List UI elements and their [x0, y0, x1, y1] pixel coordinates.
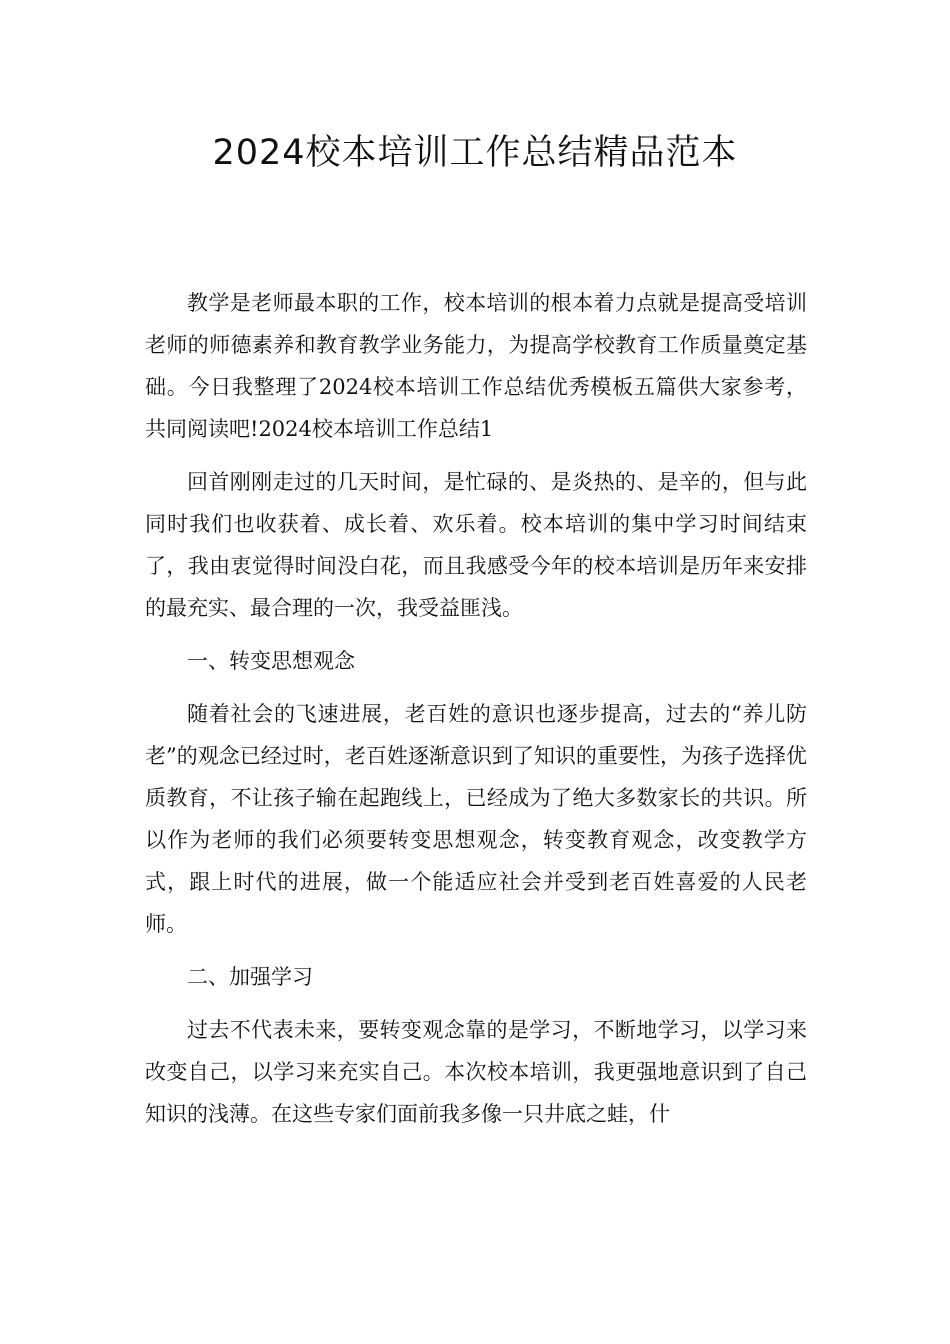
section-heading-2: 二、加强学习: [187, 965, 313, 989]
section-heading-1: 一、转变思想观念: [187, 649, 355, 673]
document-body: [145, 282, 807, 1146]
paragraph-intro: 教学是老师最本职的工作，校本培训的根本着力点就是提高受培训老师的师德素养和教育教学业务能力，为提高学校教育工作质量奠定基础。今日我整理了2024校本培训工作总结优秀模板五篇供大家参考，共同阅读吧!2024校本培训工作总结1: [145, 291, 807, 441]
paragraph-section-2: 过去不代表未来，要转变观念靠的是学习，不断地学习，以学习来改变自己，以学习来充实自己。本次校本培训，我更强地意识到了自己知识的浅薄。在这些专家们面前我多像一只井底之蛙，什: [145, 1018, 807, 1126]
paragraph-reflection: 回首刚刚走过的几天时间，是忙碌的、是炎热的、是辛的，但与此同时我们也收获着、成长着、欢乐着。校本培训的集中学习时间结束了，我由衷觉得时间没白花，而且我感受今年的校本培训是历年来安排的最充实、最合理的一次，我受益匪浅。: [145, 470, 807, 620]
paragraph-section-1: 随着社会的飞速进展，老百姓的意识也逐步提高，过去的“养儿防老”的观念已经过时，老百姓逐渐意识到了知识的重要性，为孩子选择优质教育，不让孩子输在起跑线上，已经成为了绝大多数家长的共识。所以作为老师的我们必须要转变思想观念，转变教育观念，改变教学方式，跟上时代的进展，做一个能适应社会并受到老百姓喜爱的人民老师。: [145, 702, 807, 936]
document-title: 2024校本培训工作总结精品范本: [212, 133, 738, 173]
